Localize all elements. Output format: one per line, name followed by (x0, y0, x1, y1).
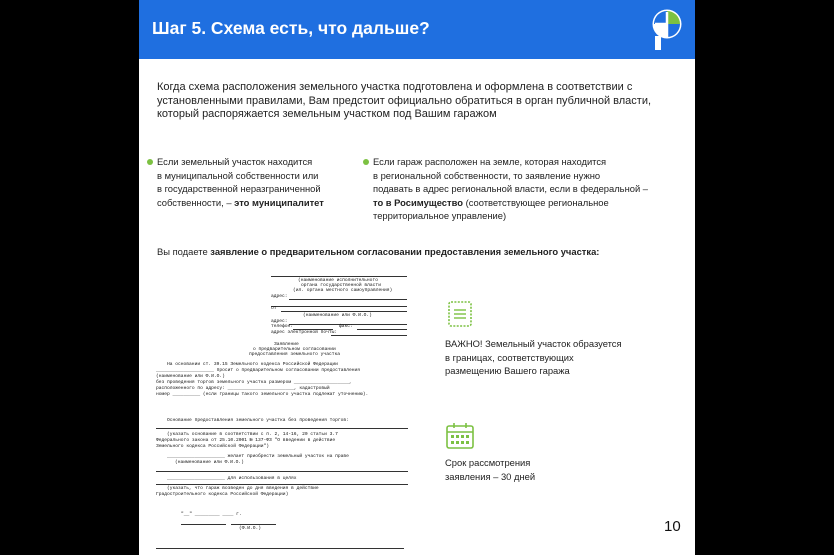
form-text: факс: (339, 324, 353, 329)
form-text: "__" _________ ____ г. (181, 512, 242, 517)
form-line (156, 548, 404, 549)
form-text: органа государственной власти (301, 283, 381, 288)
page-number: 10 (664, 518, 681, 535)
bullet-line: в региональной собственности, то заявление нужно (373, 169, 601, 181)
form-text: (наименование или Ф.И.О.) (175, 460, 244, 465)
slide (139, 0, 695, 555)
form-text: _____________________ для использования в целях (167, 476, 297, 481)
form-title: предоставления земельного участка (249, 352, 340, 357)
calendar-icon (445, 422, 475, 450)
bullet-bold-text: это муниципалитет (234, 196, 324, 208)
lead-text (157, 246, 599, 257)
form-text: номер __________ (если границы такого земельного участка подлежат уточнению). (156, 392, 369, 397)
info-line: размещению Вашего гаража (445, 365, 570, 377)
logo-icon (651, 7, 683, 52)
bullet-line: Если земельный участок находится (157, 156, 313, 167)
form-line (357, 329, 407, 330)
form-title: о предварительном согласовании (253, 347, 336, 352)
form-line (156, 428, 408, 429)
application-form-image (153, 268, 415, 555)
form-text: расположенного по адресу: ________________________, кадастровый (156, 386, 330, 391)
form-line (281, 311, 407, 312)
info-important (445, 337, 665, 378)
page-title: Шаг 5. Схема есть, что дальше? (152, 18, 430, 38)
bullet-text: (соответствующее региональное (462, 196, 609, 208)
lead-prefix: Вы подаете (157, 246, 211, 257)
bullet-text: собственности, – (157, 196, 235, 208)
info-line: ВАЖНО! Земельный участок образуется (445, 338, 622, 349)
bullet-line: Если гараж расположен на земле, которая находится (373, 156, 607, 167)
bullet-dot-icon (147, 159, 153, 165)
bullet-line: подавать в адрес региональной власти, если в федеральной – (373, 183, 649, 195)
form-text: (ил. органа местного самоуправления) (293, 288, 393, 293)
form-text: телефон: (271, 324, 294, 329)
form-text: без проведения торгов земельного участка размером ____________________, (156, 380, 352, 385)
form-line (231, 524, 276, 525)
form-text: (наименование или Ф.И.О.) (156, 374, 225, 379)
form-text: (указать, что гараж возведен до дня введения в действие (167, 486, 319, 491)
bullet-line: в муниципальной собственности или (157, 169, 319, 181)
form-text: (наименование или Ф.И.О.) (303, 313, 372, 318)
intro-text: Когда схема расположения земельного участка подготовлена и оформлена в соответствии с установленными правилами, Вам предстоит официально обратиться в орган публичной власти, который распоряжается земельным участком под Вашим гаражом (157, 81, 652, 121)
form-title: Заявление (274, 342, 299, 347)
form-line (181, 524, 226, 525)
form-text: Основание предоставления земельного участка без проведения торгов: (167, 418, 349, 423)
bullet-line (157, 196, 357, 210)
form-text: (наименование исполнительного (298, 278, 378, 283)
bullet-regional (373, 155, 683, 223)
form-text: от (271, 306, 277, 311)
form-line (156, 484, 408, 485)
bullet-line: в государственной неразграниченной (157, 183, 321, 195)
form-text: Федерального закона от 25.10.2001 № 137-ФЗ "О введении в действие (156, 438, 336, 443)
form-text: адрес: (271, 319, 288, 324)
form-text: _____________________ желает приобрести земельный участок на праве (167, 454, 349, 459)
form-text: адрес электронной почты: (271, 330, 338, 335)
form-line (271, 276, 407, 277)
info-line: Срок рассмотрения (445, 457, 531, 468)
form-text: (указать основание в соответствии с п. 2, 14-16, 20 статьи 3.7 (167, 432, 338, 437)
form-text: Градостроительного кодекса Российской Федерации) (156, 492, 289, 497)
bullet-dot-icon (363, 159, 369, 165)
form-text: На основании ст. 39.15 Земельного кодекса Российской Федерации (167, 362, 338, 367)
document-icon (446, 299, 474, 329)
form-line (271, 306, 407, 307)
form-line (156, 471, 408, 472)
info-line: заявления – 30 дней (445, 470, 536, 482)
form-line (289, 299, 407, 300)
form-text: _____________________ просит о предварительном согласовании предоставления (156, 368, 360, 373)
form-line (331, 335, 407, 336)
bullet-line: территориальное управление) (373, 210, 507, 222)
info-term (445, 456, 645, 483)
bullet-line (373, 196, 683, 210)
form-text: адрес: (271, 294, 288, 299)
bullet-bold-text: то в Росимущество (373, 196, 463, 208)
header-bar (139, 0, 695, 59)
form-text: Земельного кодекса Российской Федерации") (156, 444, 270, 449)
info-line: в границах, соответствующих (445, 351, 574, 363)
form-text: (Ф.И.О.) (239, 526, 262, 531)
bullet-municipal (157, 155, 357, 209)
lead-bold: заявление о предварительном согласовании предоставления земельного участка: (210, 246, 600, 257)
